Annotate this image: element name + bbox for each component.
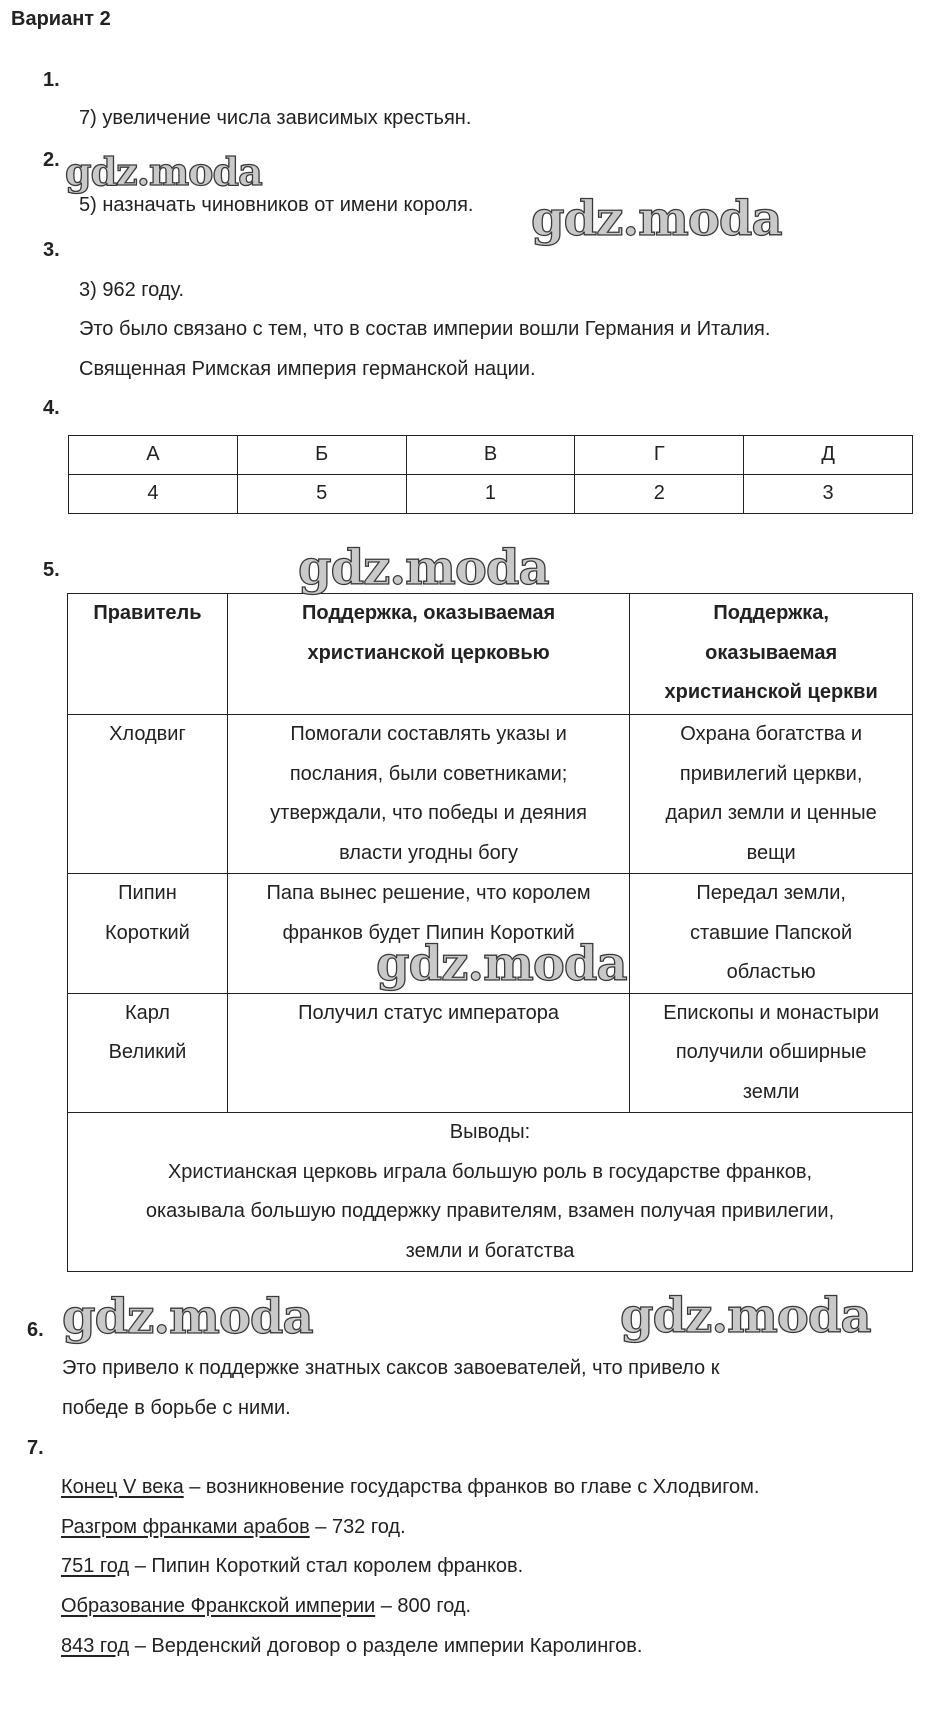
cell-line: Хлодвиг: [109, 723, 186, 745]
matching-value-cell: 4: [69, 475, 238, 514]
conclusion-line: земли и богатства: [405, 1239, 575, 1262]
ruler-cell: [68, 715, 228, 874]
cell-line: власти угодны богу: [339, 841, 519, 864]
list-item-rest: – 732 год.: [309, 1516, 406, 1538]
list-item: [61, 1633, 642, 1659]
watermark-logo: gdz.moda: [62, 1289, 313, 1345]
cell-line: Великий: [108, 1041, 187, 1063]
list-item: [61, 1514, 406, 1540]
header-line: христианской церкви: [664, 681, 878, 703]
matching-header-cell: В: [406, 436, 575, 475]
cell-line: послания, были советниками;: [289, 762, 568, 785]
matching-table: [68, 435, 913, 514]
cell-line: привилегий церкви,: [679, 762, 863, 785]
matching-value-cell: 5: [237, 475, 406, 514]
cell-line: Передал земли,: [696, 882, 846, 904]
cell-line: областью: [726, 961, 816, 983]
conclusion-line: Христианская церковь играла большую роль в государстве франков,: [167, 1160, 813, 1183]
to-church-cell: [630, 715, 913, 874]
question-3-line: Священная Римская империя германской нации.: [79, 358, 536, 380]
header-line: Поддержка, оказываемая: [302, 602, 556, 624]
matching-value-cell: 2: [575, 475, 744, 514]
cell-line: франков будет Пипин Короткий: [282, 921, 575, 944]
table-row: [68, 715, 913, 874]
cell-line: получили обширные: [675, 1041, 867, 1063]
matching-table-value-row: [69, 475, 913, 514]
question-6-number: 6.: [27, 1319, 44, 1341]
ruler-cell: [68, 874, 228, 994]
conclusion-heading: Выводы:: [449, 1121, 531, 1143]
watermark-logo: gdz.moda: [298, 540, 549, 596]
to-church-cell: [630, 874, 913, 994]
cell-line: Охрана богатства и: [680, 723, 863, 745]
list-item: [61, 1474, 759, 1500]
matching-value-cell: 3: [744, 475, 913, 514]
cell-line: Короткий: [105, 921, 190, 944]
list-item-rest: – Верденский договор о разделе империи Каролингов.: [129, 1635, 643, 1657]
list-item-term: Разгром франками арабов: [61, 1516, 310, 1538]
cell-line: утверждали, что победы и деяния: [270, 802, 588, 824]
header-support-by-church: [227, 594, 629, 715]
church-support-table: [67, 593, 913, 1272]
to-church-cell: [630, 993, 913, 1113]
cell-line: дарил земли и ценные: [665, 802, 877, 824]
cell-line: Епископы и монастыри: [663, 1001, 880, 1024]
question-1-answer: 7) увеличение числа зависимых крестьян.: [79, 107, 472, 129]
watermark-logo: gdz.moda: [620, 1288, 871, 1344]
ruler-cell: [68, 993, 228, 1113]
conclusion-row: [68, 1113, 913, 1272]
header-ruler: [68, 594, 228, 715]
matching-header-cell: Б: [237, 436, 406, 475]
list-item-rest: – Пипин Короткий стал королем франков.: [129, 1555, 524, 1577]
list-item-term: Конец V века: [61, 1476, 184, 1498]
list-item-rest: – 800 год.: [375, 1595, 472, 1617]
table-row: [68, 993, 913, 1113]
list-item-term: 843 год: [61, 1635, 130, 1657]
list-item-term: 751 год: [61, 1555, 130, 1577]
list-item-rest: – возникновение государства франков во главе с Хлодвигом.: [183, 1476, 760, 1498]
question-3-number: 3.: [43, 239, 60, 261]
matching-header-cell: А: [69, 436, 238, 475]
cell-line: ставшие Папской: [690, 921, 853, 944]
question-2-answer: 5) назначать чиновников от имени короля.: [79, 194, 474, 216]
watermark-logo: gdz.moda: [531, 191, 782, 247]
question-3-line: Это было связано с тем, что в состав империи вошли Германия и Италия.: [79, 318, 771, 340]
cell-line: Получил статус императора: [298, 1001, 560, 1024]
cell-line: Карл: [125, 1001, 170, 1024]
matching-header-cell: Г: [575, 436, 744, 475]
question-1-number: 1.: [43, 69, 60, 91]
header-line: Поддержка,: [713, 602, 829, 624]
page-title: Вариант 2: [11, 8, 111, 30]
by-church-cell: [227, 993, 629, 1113]
question-7-number: 7.: [27, 1437, 44, 1459]
church-table-header-row: [68, 594, 913, 715]
cell-line: Папа вынес решение, что королем: [266, 882, 591, 904]
question-3-line: 3) 962 году.: [79, 279, 185, 301]
conclusion-line: оказывала большую поддержку правителям, взамен получая привилегии,: [145, 1200, 835, 1222]
list-item: [61, 1553, 523, 1579]
watermark-logo: gdz.moda: [65, 149, 262, 194]
cell-line: Пипин: [118, 882, 177, 904]
question-5-number: 5.: [43, 559, 60, 581]
question-2-number: 2.: [43, 149, 60, 171]
matching-table-header-row: [69, 436, 913, 475]
header-line: христианской церковью: [307, 641, 550, 664]
header-support-to-church: [630, 594, 913, 715]
cell-line: вещи: [746, 841, 796, 864]
cell-line: земли: [742, 1080, 800, 1103]
list-item-term: Образование Франкской империи: [61, 1595, 376, 1617]
matching-value-cell: 1: [406, 475, 575, 514]
header-line: Правитель: [93, 602, 202, 624]
watermark-logo: gdz.moda: [376, 936, 627, 992]
question-6-line: победе в борьбе с ними.: [62, 1397, 291, 1419]
cell-line: Помогали составлять указы и: [290, 723, 567, 745]
header-line: оказываемая: [705, 641, 838, 664]
question-4-number: 4.: [43, 397, 60, 419]
list-item: [61, 1593, 471, 1619]
by-church-cell: [227, 715, 629, 874]
matching-header-cell: Д: [744, 436, 913, 475]
conclusion-cell: [68, 1113, 913, 1272]
question-6-line: Это привело к поддержке знатных саксов завоевателей, что привело к: [62, 1357, 720, 1379]
